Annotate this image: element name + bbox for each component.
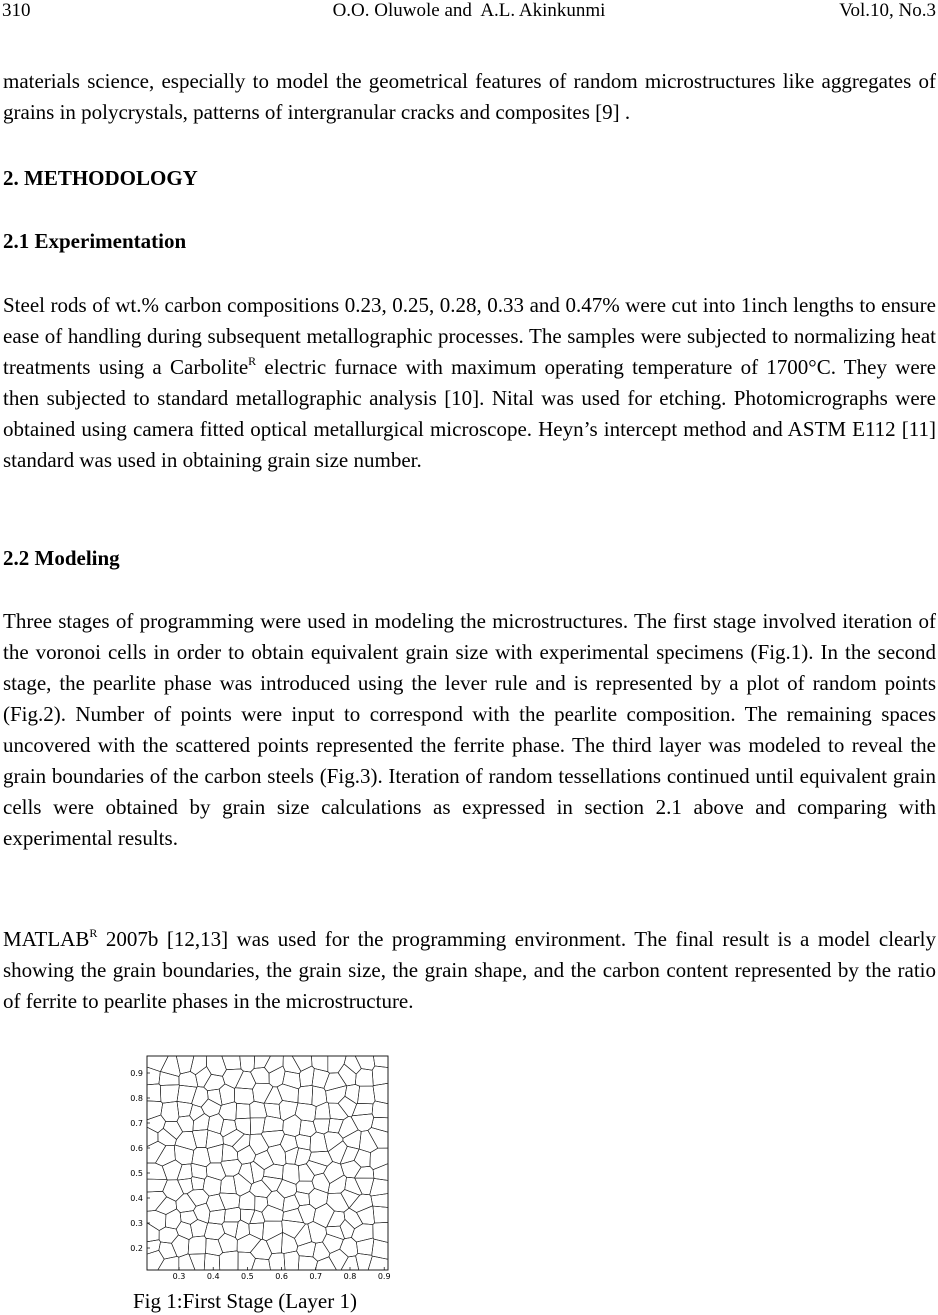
x-tick-label: 0.8 <box>343 1272 357 1281</box>
experimentation-paragraph <box>3 290 936 476</box>
matlab-text-1: MATLAB <box>3 927 90 951</box>
x-tick-label: 0.5 <box>241 1272 254 1281</box>
experimentation-text-2: electric furnace with maximum operating temperature of 1700°C. They were then subjected to standard metallographic analysis [10]. Nital was used for etching. Photomicrographs were obtained using camera fitted optical metallurgical microscope. Heyn’s intercept method and ASTM E112 [11] standard was used in obtaining grain size number. <box>3 355 936 472</box>
running-header <box>2 0 936 24</box>
registered-superscript: R <box>248 354 257 368</box>
running-header-authors: O.O. Oluwole and A.L. Akinkunmi <box>332 0 606 21</box>
x-tick-label: 0.7 <box>309 1272 323 1281</box>
x-tick-label: 0.4 <box>206 1272 220 1281</box>
subsection-heading-modeling: 2.2 Modeling <box>3 546 120 570</box>
figure-1-voronoi-plot <box>120 1054 400 1282</box>
voronoi-plot-svg <box>120 1054 400 1282</box>
y-tick-label: 0.8 <box>130 1094 143 1103</box>
x-tick-label: 0.6 <box>275 1272 288 1281</box>
matlab-paragraph <box>3 924 936 1017</box>
intro-paragraph: materials science, especially to model the geometrical features of random microstructures like aggregates of grains in polycrystals, patterns of intergranular cracks and composites [9] . <box>3 69 936 124</box>
section-heading-methodology: 2. METHODOLOGY <box>3 166 198 190</box>
subsection-heading-experimentation: 2.1 Experimentation <box>3 229 187 253</box>
y-tick-label: 0.3 <box>130 1219 143 1228</box>
page-number: 310 <box>2 0 31 21</box>
x-tick-label: 0.9 <box>377 1272 391 1281</box>
modeling-paragraph: Three stages of programming were used in modeling the microstructures. The first stage involved iteration of the voronoi cells in order to obtain equivalent grain size with experimental specimens (Fig.1). In the second stage, the pearlite phase was introduced using the lever rule and is represented by a plot of random points (Fig.2). Number of points were input to correspond with the pearlite composition. The remaining spaces uncovered with the scattered points represented the ferrite phase. The third layer was modeled to reveal the grain boundaries of the carbon steels (Fig.3). Iteration of random tessellations continued until equivalent grain cells were obtained by grain size calculations as expressed in section 2.1 above and comparing with experimental results. <box>3 609 936 850</box>
y-tick-label: 0.5 <box>130 1169 143 1178</box>
figure-1-caption: Fig 1:First Stage (Layer 1) <box>133 1289 357 1313</box>
registered-superscript: R <box>89 926 98 940</box>
x-tick-label: 0.3 <box>172 1272 186 1281</box>
running-header-volume: Vol.10, No.3 <box>839 0 936 21</box>
y-tick-label: 0.7 <box>130 1119 143 1128</box>
experimentation-text-1: Steel rods of wt.% carbon compositions 0.23, 0.25, 0.28, 0.33 and 0.47% were cut into 1inch lengths to ensure ease of handling during subsequent metallographic processes. The samples were subjected to normalizing heat treatments using a Carbolite <box>3 293 936 379</box>
y-tick-label: 0.2 <box>130 1244 143 1253</box>
y-tick-label: 0.6 <box>130 1144 143 1153</box>
y-tick-label: 0.4 <box>130 1194 143 1203</box>
matlab-text-2: 2007b [12,13] was used for the programming environment. The final result is a model clearly showing the grain boundaries, the grain size, the grain shape, and the carbon content represented by the ratio of ferrite to pearlite phases in the microstructure. <box>3 927 936 1013</box>
y-tick-label: 0.9 <box>130 1069 143 1078</box>
